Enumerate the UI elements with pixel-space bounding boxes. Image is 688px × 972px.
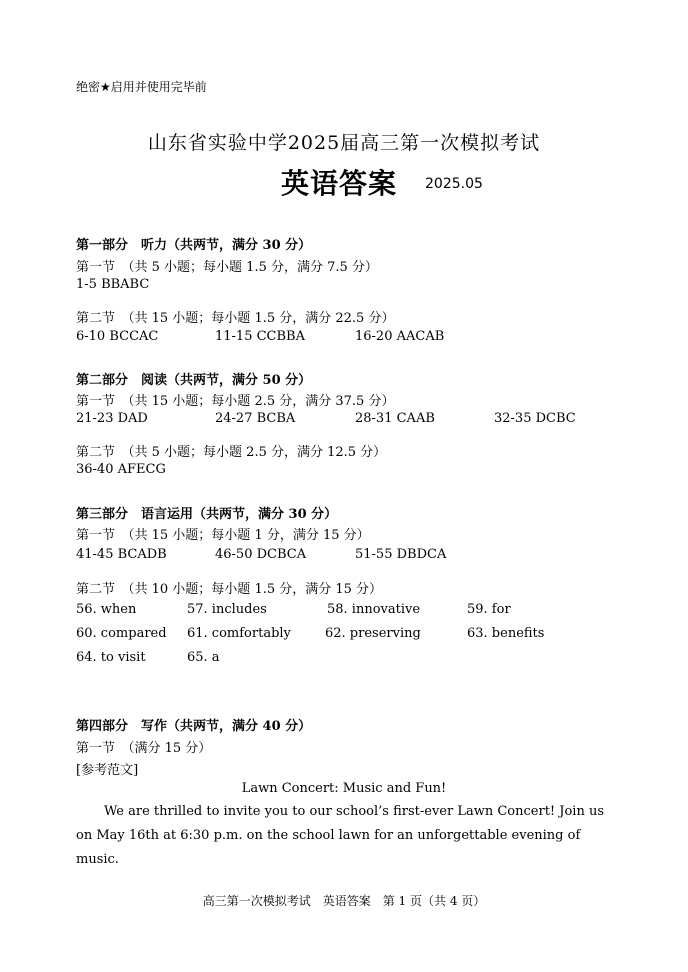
- blank-answer: 65. a: [187, 650, 220, 665]
- part2-section1-answer: 32-35 DCBC: [494, 411, 576, 426]
- blank-answer: 63. benefits: [467, 626, 545, 641]
- part3-section1-answer: 41-45 BCADB: [76, 547, 167, 562]
- part2-section2-answer: 36-40 AFECG: [76, 462, 166, 477]
- blank-answer: 60. compared: [76, 626, 167, 641]
- part1-section1-title: 第一节 （共 5 小题；每小题 1.5 分，满分 7.5 分）: [76, 260, 378, 275]
- part2-section2-title: 第二节 （共 5 小题；每小题 2.5 分，满分 12.5 分）: [76, 445, 387, 460]
- blank-answer: 59. for: [467, 602, 511, 617]
- part3-title: 第三部分 语言运用（共两节，满分 30 分）: [76, 507, 338, 522]
- part2-section1-answer: 24-27 BCBA: [215, 411, 296, 426]
- part2-section1-answer: 28-31 CAAB: [355, 411, 435, 426]
- part1-section2-answer: 6-10 BCCAC: [76, 329, 159, 344]
- blank-answer: 57. includes: [187, 602, 267, 617]
- part1-section2-title: 第二节 （共 15 小题；每小题 1.5 分，满分 22.5 分）: [76, 311, 395, 326]
- blank-answer: 61. comfortably: [187, 626, 291, 641]
- subject-title: 英语答案: [281, 167, 398, 200]
- part4-title: 第四部分 写作（共两节，满分 40 分）: [76, 719, 312, 734]
- exam-date: 2025.05: [425, 176, 483, 192]
- part2-section1-title: 第一节 （共 15 小题；每小题 2.5 分，满分 37.5 分）: [76, 394, 395, 409]
- essay-paragraph: We are thrilled to invite you to our school’s first-ever Lawn Concert! Join us on May 16th at 6:30 p.m. on the school lawn for an unforgettable evening of music.: [76, 804, 605, 867]
- part2-title: 第二部分 阅读（共两节，满分 50 分）: [76, 373, 312, 388]
- part4-section1-title: 第一节 （满分 15 分）: [76, 741, 212, 756]
- part1-section1-answer: 1-5 BBABC: [76, 277, 150, 292]
- part1-title: 第一部分 听力（共两节，满分 30 分）: [76, 238, 312, 253]
- blank-answer: 62. preserving: [325, 626, 421, 641]
- part3-section2-title: 第二节 （共 10 小题；每小题 1.5 分，满分 15 分）: [76, 582, 383, 597]
- page-footer: 高三第一次模拟考试 英语答案 第 1 页（共 4 页）: [202, 894, 486, 908]
- part1-section2-answer: 16-20 AACAB: [355, 329, 445, 344]
- sample-essay-label: [参考范文]: [76, 763, 139, 778]
- confidential-notice: 绝密★启用并使用完毕前: [76, 80, 207, 94]
- exam-title: 山东省实验中学2025届高三第一次模拟考试: [147, 132, 541, 154]
- blank-answer: 56. when: [76, 602, 137, 617]
- part2-section1-answer: 21-23 DAD: [76, 411, 148, 426]
- essay-title: Lawn Concert: Music and Fun!: [241, 781, 447, 796]
- part1-section2-answer: 11-15 CCBBA: [215, 329, 305, 344]
- part3-section1-answer: 51-55 DBDCA: [355, 547, 447, 562]
- part3-section1-title: 第一节 （共 15 小题；每小题 1 分，满分 15 分）: [76, 528, 370, 543]
- part3-section1-answer: 46-50 DCBCA: [215, 547, 307, 562]
- blank-answer: 64. to visit: [76, 650, 146, 665]
- blank-answer: 58. innovative: [327, 602, 421, 617]
